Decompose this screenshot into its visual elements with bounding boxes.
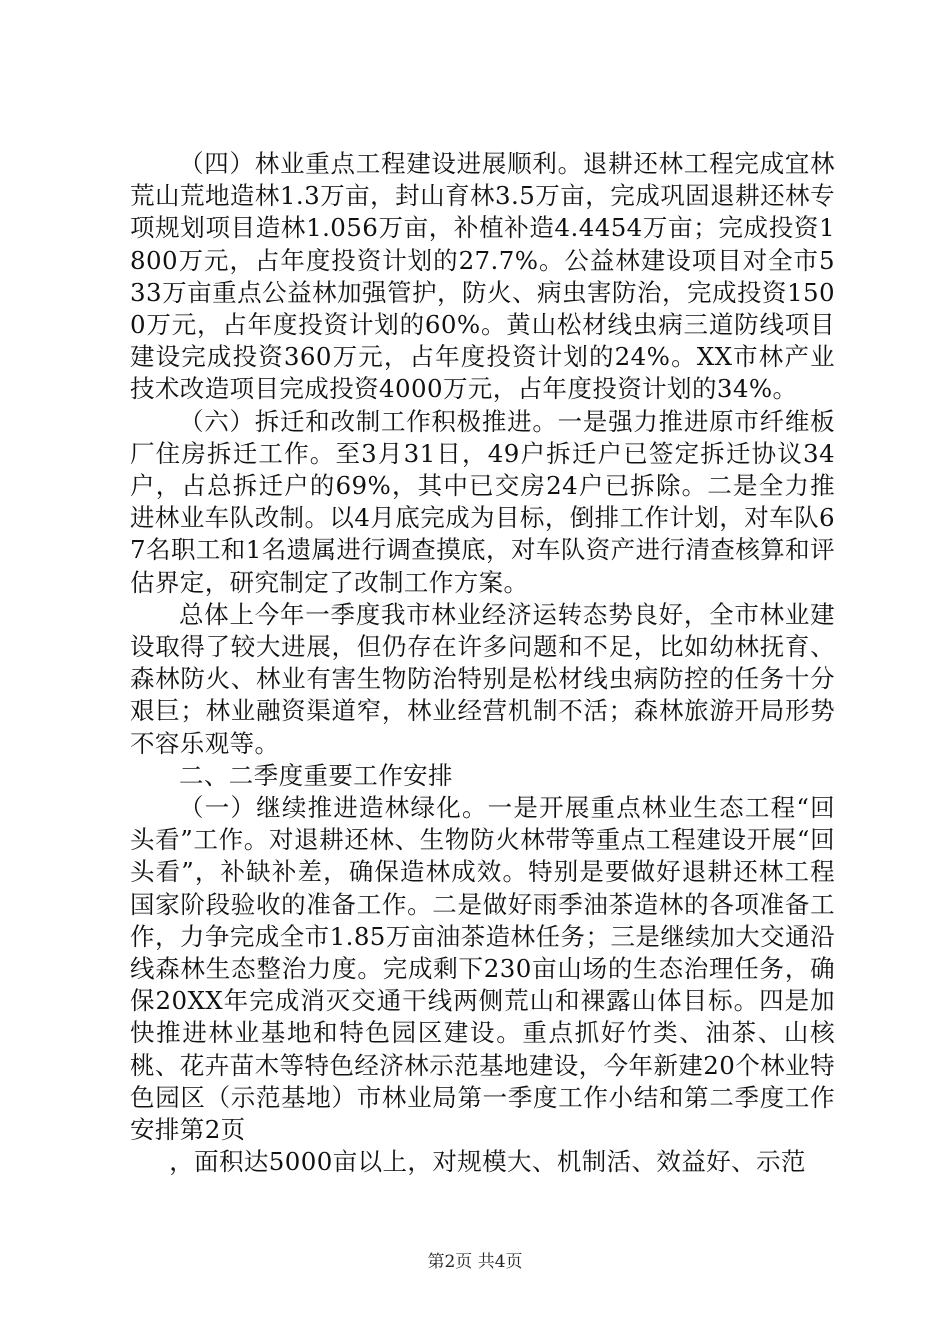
section-heading-q2-plan: 二、二季度重要工作安排 [179,760,453,790]
paragraph-continuation: ，面积达5000亩以上，对规模大、机制活、效益好、示范 [169,1147,806,1177]
paragraph-demolition-reform: （六）拆迁和改制工作积极推进。一是强力推进原市纤维板厂住房拆迁工作。至3月31日，49户拆迁户已签定拆迁协议34户，占总拆迁户的69%，其中已交房24户已拆除。二是全力推进林业车队改制。以4月底完成为目标，倒排工作计划，对车队67名职工和1名遗属进行调查摸底，对车队资产进行清查核算和评估界定，研究制定了改制工作方案。 [130,406,835,597]
paragraph-summary: 总体上今年一季度我市林业经济运转态势良好，全市林业建设取得了较大进展，但仍存在许多问题和不足，比如幼林抚育、森林防火、林业有害生物防治特别是松材线虫病防控的任务十分艰巨；林业融资渠道窄，林业经营机制不活；森林旅游开局形势不容乐观等。 [130,599,835,758]
paragraph-forestry-projects: （四）林业重点工程建设进展顺利。退耕还林工程完成宜林荒山荒地造林1.3万亩，封山育林3.5万亩，完成巩固退耕还林专项规划项目造林1.056万亩，补植补造4.4454万亩；完成投资1800万元，占年度投资计划的27.7%。公益林建设项目对全市533万亩重点公益林加强管护，防火、病虫害防治，完成投资1500万元，占年度投资计划的60%。黄山松材线虫病三道防线项目建设完成投资360万元，占年度投资计划的24%。XX市林产业技术改造项目完成投资4000万元，占年度投资计划的34%。 [130,149,835,404]
page-number-footer: 第2页 共4页 [427,1252,523,1272]
document-body [130,148,835,1179]
paragraph-afforestation: （一）继续推进造林绿化。一是开展重点林业生态工程“回头看”工作。对退耕还林、生物防火林带等重点工程建设开展“回头看”，补缺补差，确保造林成效。特别是要做好退耕还林工程国家阶段验收的准备工作。二是做好雨季油茶造林的各项准备工作，力争完成全市1.85万亩油茶造林任务；三是继续加大交通沿线森林生态整治力度。完成剩下230亩山场的生态治理任务，确保20XX年完成消灭交通干线两侧荒山和裸露山体目标。四是加快推进林业基地和特色园区建设。重点抓好竹类、油茶、山核桃、花卉苗木等特色经济林示范基地建设，今年新建20个林业特色园区（示范基地）市林业局第一季度工作小结和第二季度工作安排第2页 [130,793,835,1145]
